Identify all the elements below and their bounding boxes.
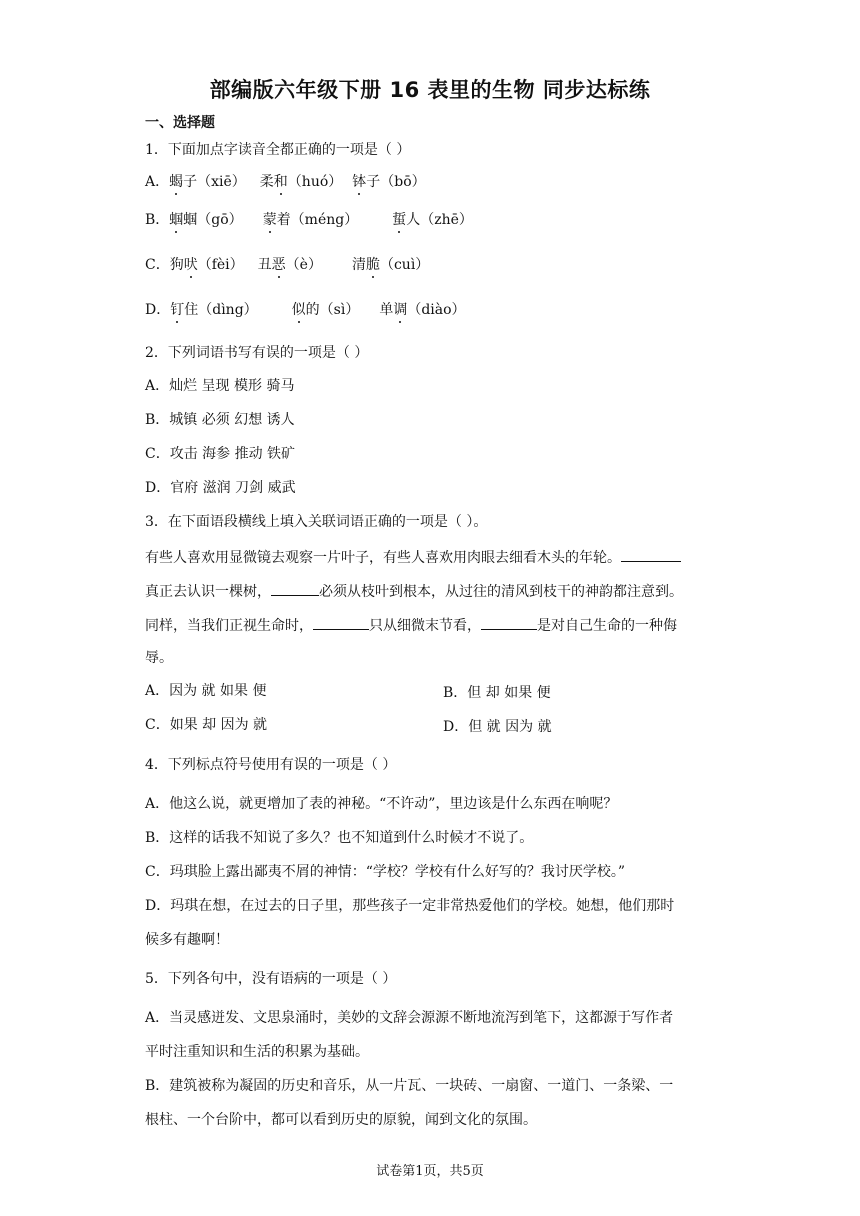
passage-text: 真正去认识一棵树，: [145, 584, 271, 600]
word-text: （huó）: [287, 174, 343, 190]
passage-text: 同样，当我们正视生命时，: [145, 618, 313, 634]
question-4-stem: 4．下列标点符号使用有误的一项是（ ）: [145, 757, 397, 773]
q5-option-b-line-1[interactable]: B．建筑被称为凝固的历史和音乐，从一片瓦、一块砖、一扇窗、一道门、一条梁、一: [145, 1078, 674, 1094]
word-text: 蝈（gō）: [183, 212, 243, 228]
question-2-stem: 2．下列词语书写有误的一项是（ ）: [145, 345, 369, 361]
q3-option-c[interactable]: C．如果 却 因为 就: [145, 717, 268, 733]
dotted-char: 似: [291, 302, 306, 318]
word-text: （diào）: [407, 302, 466, 318]
q5-option-a-line-2[interactable]: 平时注重知识和生活的积累为基础。: [145, 1044, 369, 1060]
q3-option-a[interactable]: A．因为 就 如果 便: [145, 683, 267, 699]
word-text: 丑: [257, 257, 272, 273]
q3-option-d[interactable]: D．但 就 因为 就: [443, 719, 552, 735]
section-heading: 一、选择题: [145, 115, 215, 131]
q3-passage-line-3: [145, 615, 677, 635]
dotted-char: 调: [393, 302, 408, 318]
question-5-stem: 5．下列各句中，没有语病的一项是（ ）: [145, 971, 397, 987]
word-text: 子（bō）: [366, 174, 426, 190]
q3-passage-line-4: 辱。: [145, 650, 173, 666]
page-title: 部编版六年级下册 16 表里的生物 同步达标练: [209, 78, 651, 102]
q4-option-a[interactable]: A．他这么说，就更增加了表的神秘。“不许动”，里边该是什么东西在响呢？: [145, 796, 618, 812]
dotted-char: 蒙: [262, 212, 277, 228]
dotted-char: 和: [273, 174, 288, 190]
option-label: D．: [145, 302, 171, 318]
q2-option-b[interactable]: B．城镇 必须 幻想 诱人: [145, 412, 295, 428]
word-text: 子（xiē）: [183, 174, 246, 190]
question-1-stem: 1．下面加点字读音全都正确的一项是（ ）: [145, 142, 411, 158]
word-text: 的（sì）: [305, 302, 360, 318]
q2-option-a[interactable]: A．灿烂 呈现 模形 骑马: [145, 378, 295, 394]
option-label: B．: [145, 212, 170, 228]
dotted-char: 蜇: [392, 212, 407, 228]
word-text: 住（dìng）: [184, 302, 258, 318]
fill-blank[interactable]: [271, 581, 319, 596]
dotted-char: 钵: [352, 174, 367, 190]
dotted-char: 蝈: [169, 212, 184, 228]
page-footer: 试卷第1页，共5页: [376, 1164, 484, 1179]
passage-text: 必须从枝叶到根本，从过往的清风到枝干的神韵都注意到。: [319, 584, 683, 600]
q2-option-d[interactable]: D．官府 滋润 刀剑 威武: [145, 480, 296, 496]
q1-option-b[interactable]: [145, 211, 473, 229]
word-text: （è）: [285, 257, 322, 273]
q1-option-c[interactable]: [145, 256, 429, 274]
dotted-char: 恶: [271, 257, 286, 273]
q1-option-a[interactable]: [145, 173, 426, 191]
q5-option-a-line-1[interactable]: A．当灵感迸发、文思泉涌时，美妙的文辞会源源不断地流泻到笔下，这都源于写作者: [145, 1010, 674, 1026]
fill-blank[interactable]: [481, 615, 537, 630]
fill-blank[interactable]: [313, 615, 369, 630]
q3-passage-line-2: [145, 581, 683, 601]
q4-option-d-line-2[interactable]: 候多有趣啊！: [145, 932, 229, 948]
dotted-char: 吠: [183, 257, 198, 273]
word-text: 着（méng）: [276, 212, 359, 228]
dotted-char: 钉: [170, 302, 185, 318]
fill-blank[interactable]: [621, 547, 681, 562]
dotted-char: 蝎: [169, 174, 184, 190]
word-text: 清: [351, 257, 366, 273]
dotted-char: 脆: [365, 257, 380, 273]
q4-option-c[interactable]: C．玛琪脸上露出鄙夷不屑的神情：“学校？学校有什么好写的？我讨厌学校。”: [145, 864, 626, 880]
passage-text: 只从细微末节看，: [369, 618, 481, 634]
passage-text: 是对自己生命的一种侮: [537, 618, 677, 634]
option-label: A．: [145, 174, 170, 190]
word-text: 人（zhē）: [406, 212, 473, 228]
q3-option-b[interactable]: B．但 却 如果 便: [443, 685, 551, 701]
word-text: （cuì）: [379, 257, 430, 273]
word-text: 单: [379, 302, 394, 318]
q4-option-d-line-1[interactable]: D．玛琪在想，在过去的日子里，那些孩子一定非常热爱他们的学校。她想，他们那时: [145, 898, 675, 914]
word-text: （fèi）: [197, 257, 244, 273]
q1-option-d[interactable]: [145, 301, 466, 319]
q5-option-b-line-2[interactable]: 根柱、一个台阶中，都可以看到历史的原貌，闻到文化的氛围。: [145, 1112, 537, 1128]
word-text: 柔: [259, 174, 274, 190]
word-text: 狗: [169, 257, 184, 273]
q2-option-c[interactable]: C．攻击 海参 推动 铁矿: [145, 446, 296, 462]
passage-text: 有些人喜欢用显微镜去观察一片叶子，有些人喜欢用肉眼去细看木头的年轮。: [145, 550, 621, 566]
option-label: C．: [145, 257, 170, 273]
q3-passage-line-1: [145, 547, 681, 567]
q4-option-b[interactable]: B．这样的话我不知说了多久？也不知道到什么时候才不说了。: [145, 830, 534, 846]
question-3-stem: 3．在下面语段横线上填入关联词语正确的一项是（ ）。: [145, 514, 488, 530]
